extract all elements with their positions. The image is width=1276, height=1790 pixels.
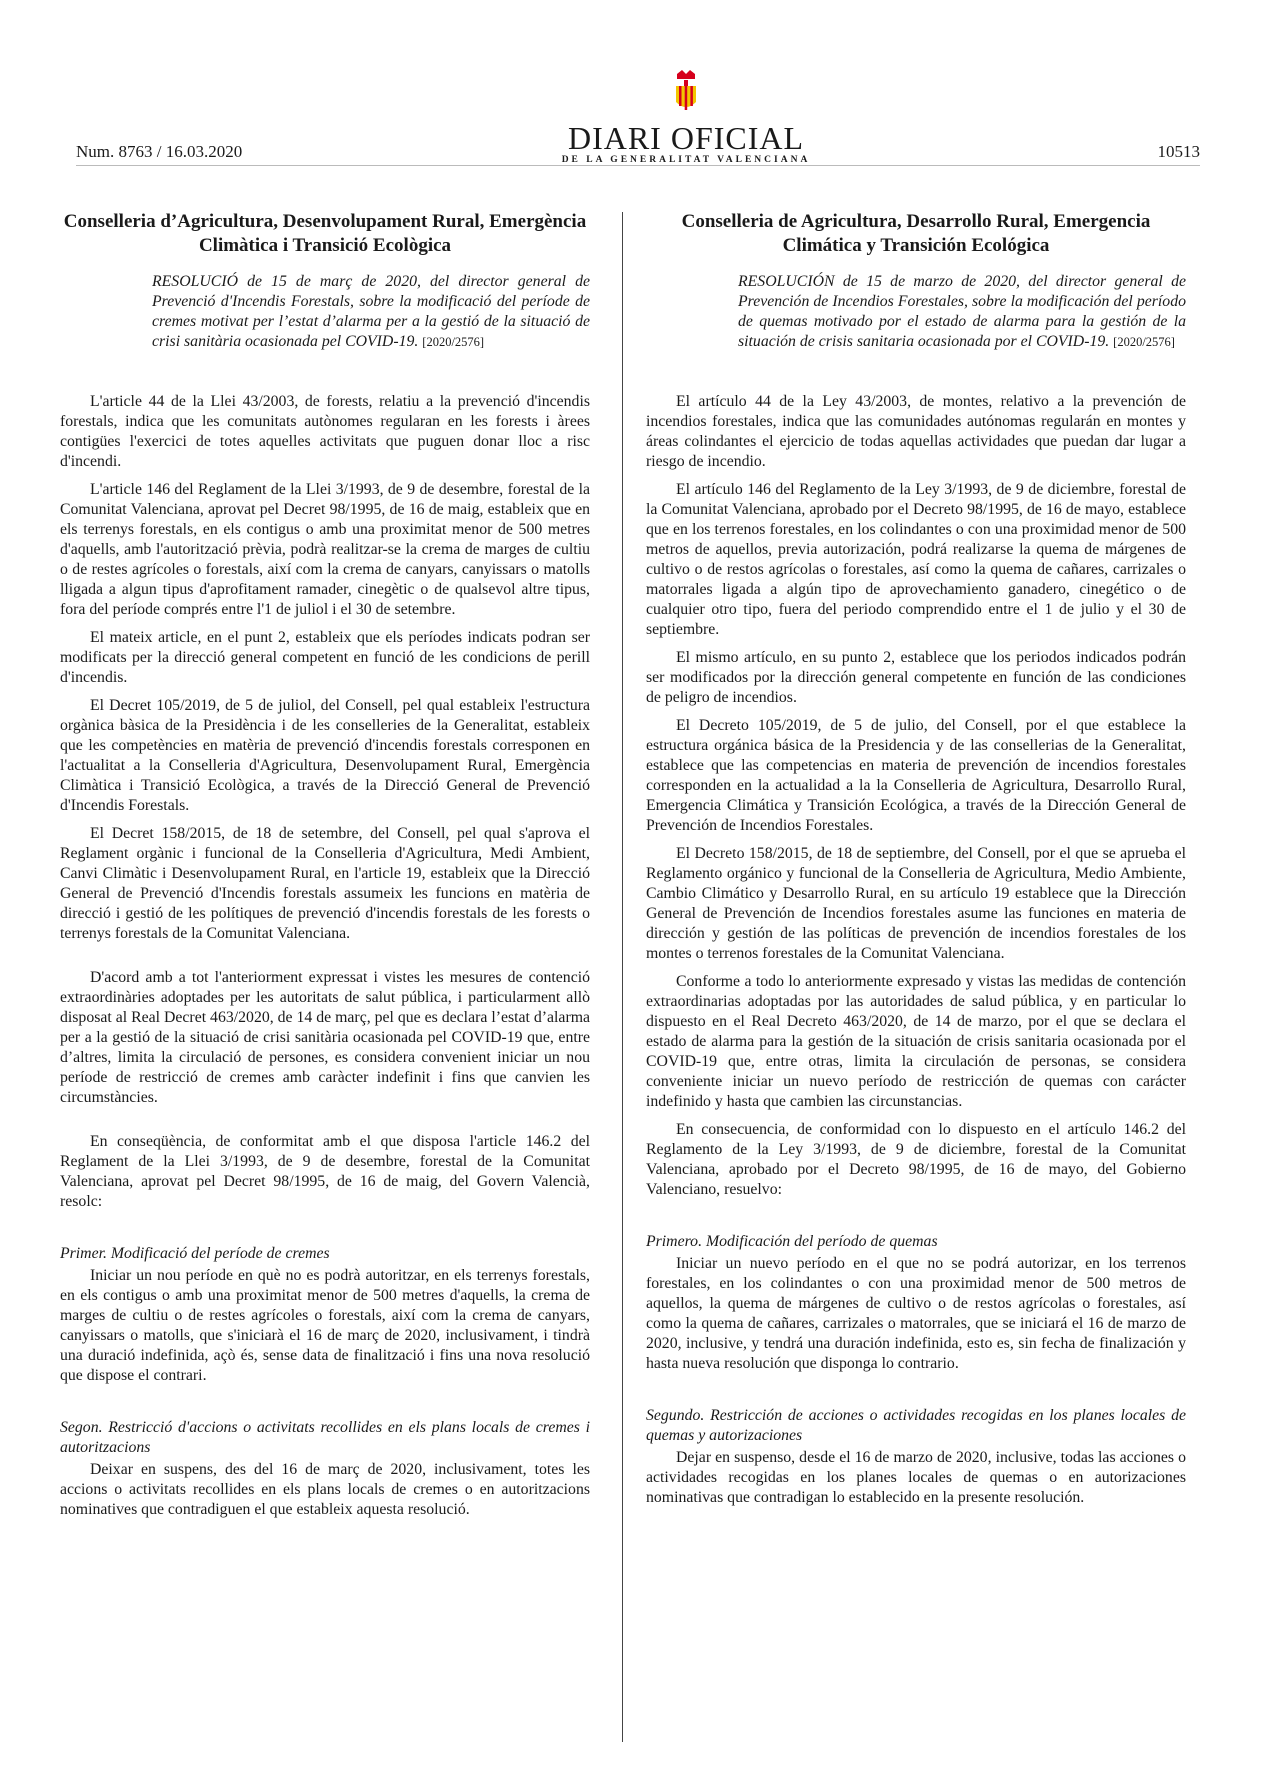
resolution-title-text: RESOLUCIÓN de 15 de marzo de 2020, del director general de Prevención de Incendios Forestales, sobre la modificación del período de quemas motivado por el estado de alarma para la gestión de la situación de crisis sanitaria ocasionada por el COVID-19. bbox=[738, 273, 1186, 350]
resolution-title bbox=[152, 272, 590, 352]
valencian-column bbox=[60, 210, 590, 1528]
body-paragraph: El artículo 146 del Reglamento de la Ley 3/1993, de 9 de diciembre, forestal de la Comunitat Valenciana, aprobado por el Decreto 98/1995, de 16 de mayo, establece que en los terrenos forestales, en los colindantes o con una proximidad menor de 500 metros de aquellos, previa autorización, podrá realizarse la quema de márgenes de cultivo o de restos agrícolas o forestales, así como la quema de cañares, carrizales o matorrales ligada a algún tipo de aprovechamiento ganadero, cinegético o de cualquier otro tipo, fuera del periodo comprendido entre el 1 de julio y el 30 de septiembre. bbox=[646, 481, 1186, 638]
generalitat-coat-of-arms-icon bbox=[673, 70, 699, 114]
body-paragraph: Dejar en suspenso, desde el 16 de marzo de 2020, inclusive, todas las acciones o actividades recogidas en los planes locales de quemas o en autorizaciones nominativas que contradigan lo establecido en la presente resolución. bbox=[646, 1449, 1186, 1506]
department-title: Conselleria d’Agricultura, Desenvolupament Rural, Emergència Climàtica i Transició Ecològica bbox=[63, 211, 587, 256]
section-heading: Primer. Modificació del període de cremes bbox=[60, 1245, 330, 1262]
masthead-subtitle: DE LA GENERALITAT VALENCIANA bbox=[561, 155, 811, 165]
issue-number: Num. 8763 / 16.03.2020 bbox=[76, 142, 243, 161]
section-heading: Segundo. Restricción de acciones o actividades recogidas en los planes locales de quemas y autorizaciones bbox=[646, 1407, 1186, 1444]
body-paragraph: L'article 44 de la Llei 43/2003, de forests, relatiu a la prevenció d'incendis forestals, indica que les comunitats autònomes regularan en les forests i àrees contigües l'exercici de totes aquelles activitats que puguen donar lloc a risc d'incendi. bbox=[60, 393, 590, 470]
resolution-reference: [2020/2576] bbox=[1113, 335, 1175, 349]
body-paragraph: Iniciar un nuevo período en el que no se podrá autorizar, en los terrenos forestales, en los colindantes o con una proximidad menor de 500 metros de aquellos, la quema de márgenes de cultivo o de restos agrícolas o forestales, así como la quema de cañares, carrizales o matorrales, que se iniciará el 16 de marzo de 2020, inclusive, y tendrá una duración indefinida, esto es, sin fecha de finalización y hasta nueva resolución que disponga lo contrario. bbox=[646, 1255, 1186, 1372]
body-paragraph: Conforme a todo lo anteriormente expresado y vistas las medidas de contención extraordinarias adoptadas por las autoridades de salud pública, y en particular lo dispuesto en el Real Decreto 463/2020, de 14 de marzo, por el que se declara el estado de alarma para la gestión de la situación de crisis sanitaria ocasionada por el COVID-19 que, entre otras, limita la circulación de personas, se considera conveniente iniciar un nuevo período de restricción de quemas con carácter indefinido y hasta que cambien las circunstancias. bbox=[646, 973, 1186, 1110]
body-paragraph: El Decreto 158/2015, de 18 de septiembre, del Consell, por el que se aprueba el Reglamento orgánico y funcional de la Conselleria de Agricultura, Medio Ambiente, Cambio Climático y Desarrollo Rural, en su artículo 19 establece que la Dirección General de Prevención de Incendios forestales asume las funciones en materia de dirección y gestión de las políticas de prevención de incendios forestales de los montes o terrenos forestales de la Comunitat Valenciana. bbox=[646, 845, 1186, 962]
department-title: Conselleria de Agricultura, Desarrollo Rural, Emergencia Climática y Transición Ecológica bbox=[681, 211, 1151, 256]
body-paragraph: El artículo 44 de la Ley 43/2003, de montes, relativo a la prevención de incendios forestales, indica que las comunidades autónomas regularán en montes y áreas colindantes el ejercicio de todas aquellas actividades que puedan dar lugar a riesgo de incendio. bbox=[646, 393, 1186, 470]
resolution-title-text: RESOLUCIÓ de 15 de març de 2020, del director general de Prevenció d'Incendis Forestals, sobre la modificació del període de cremes motivat per l’estat d’alarma per a la gestió de la situació de crisi sanitària ocasionada pel COVID-19. bbox=[152, 273, 590, 350]
page-header bbox=[76, 60, 1200, 170]
body-paragraph: El Decret 158/2015, de 18 de setembre, del Consell, pel qual s'aprova el Reglament orgànic i funcional de la Conselleria d'Agricultura, Medi Ambient, Canvi Climàtic i Desenvolupament Rural, en l'article 19, estableix que la Direcció General de Prevenció d'Incendis forestals assumeix les funcions en matèria de direcció i gestió de les polítiques de prevenció d'incendis forestals de les forests o terrenys forestals de la Comunitat Valenciana. bbox=[60, 825, 590, 942]
body-paragraph: El Decret 105/2019, de 5 de juliol, del Consell, pel qual estableix l'estructura orgànica bàsica de la Presidència i de les conselleries de la Generalitat, estableix que les competències en matèria de prevenció d'incendis forestals corresponen en l'actualitat a la Conselleria d'Agricultura, Desenvolupament Rural, Emergència Climàtica i Transició Ecològica, a través de la Direcció General de Prevenció d'Incendis Forestals. bbox=[60, 697, 590, 814]
section-heading: Segon. Restricció d'accions o activitats recollides en els plans locals de cremes i autoritzacions bbox=[60, 1419, 590, 1456]
spanish-column bbox=[646, 210, 1186, 1516]
body-paragraph: L'article 146 del Reglament de la Llei 3/1993, de 9 de desembre, forestal de la Comunitat Valenciana, aprovat pel Decret 98/1995, de 16 de maig, estableix que en els terrenys forestals, en els contigus o amb una proximitat menor de 500 metres d'aquells, amb l'autorització prèvia, podrà realitzar-se la crema de marges de cultiu o de restes agrícoles o forestals, així com la crema de canyars, canyissars o matolls lligada a algun tipus d'aprofitament ramader, cinegètic o de qualsevol altre tipus, fora del període comprés entre l'1 de juliol i el 30 de setembre. bbox=[60, 481, 590, 618]
resolution-title bbox=[738, 272, 1186, 352]
body-paragraph: En conseqüència, de conformitat amb el que disposa l'article 146.2 del Reglament de la Llei 3/1993, de 9 de desembre, forestal de la Comunitat Valenciana, aprovat pel Decret 98/1995, de 16 de maig, del Govern Valencià, resolc: bbox=[60, 1133, 590, 1210]
column-divider bbox=[622, 212, 623, 1742]
body-paragraph: Deixar en suspens, des del 16 de març de 2020, inclusivament, totes les accions o activitats recollides en els plans locals de cremes o en autoritzacions nominatives que contradiguen el que estableix aquesta resolució. bbox=[60, 1461, 590, 1518]
masthead-title: DIARI OFICIAL bbox=[567, 120, 805, 156]
body-paragraph: El mateix article, en el punt 2, estableix que els períodes indicats podran ser modificats per la direcció general competent en funció de les condicions de perill d'incendis. bbox=[60, 629, 590, 686]
body-paragraph: D'acord amb a tot l'anteriorment expressat i vistes les mesures de contenció extraordinàries adoptades per les autoritats de salut pública, i particularment allò disposat al Real Decret 463/2020, de 14 de març, pel que es declara l’estat d’alarma per a la gestió de la situació de crisi sanitària ocasionada pel COVID-19 que, entre d’altres, limita la circulació de persones, es considera convenient iniciar un nou període de restricció de cremes amb caràcter indefinit i fins que canvien les circumstàncies. bbox=[60, 969, 590, 1106]
body-paragraph: El Decreto 105/2019, de 5 de julio, del Consell, por el que establece la estructura orgánica básica de la Presidencia y de las consellerias de la Generalitat, establece que las competencias en materia de prevención de incendios forestales corresponden en la actualidad a la la Conselleria de Agricultura, Desarrollo Rural, Emergencia Climática y Transición Ecológica, a través de la Dirección General de Prevención de Incendios Forestales. bbox=[646, 717, 1186, 834]
resolution-reference: [2020/2576] bbox=[422, 335, 485, 349]
section-heading: Primero. Modificación del período de quemas bbox=[646, 1233, 938, 1250]
body-paragraph: En consecuencia, de conformidad con lo dispuesto en el artículo 146.2 del Reglamento de la Ley 3/1993, de 9 de diciembre, forestal de la Comunitat Valenciana, aprobado por el Decreto 98/1995, de 16 de mayo, del Gobierno Valenciano, resuelvo: bbox=[646, 1121, 1186, 1198]
header-rule bbox=[76, 165, 1200, 166]
masthead-logo bbox=[516, 70, 856, 165]
body-paragraph: El mismo artículo, en su punto 2, establece que los periodos indicados podrán ser modificados por la dirección general competente en función de las condiciones de peligro de incendios. bbox=[646, 649, 1186, 706]
page-number: 10513 bbox=[1157, 142, 1200, 161]
body-paragraph: Iniciar un nou període en què no es podrà autoritzar, en els terrenys forestals, en els contigus o amb una proximitat menor de 500 metres d'aquells, la crema de marges de cultiu o de restes agrícoles o forestals, així com la crema de canyars, canyissars o matolls, que s'iniciarà el 16 de març de 2020, inclusivament, i tindrà una duració indefinida, açò és, sense data de finalització i fins una nova resolució que dispose el contrari. bbox=[60, 1267, 590, 1384]
